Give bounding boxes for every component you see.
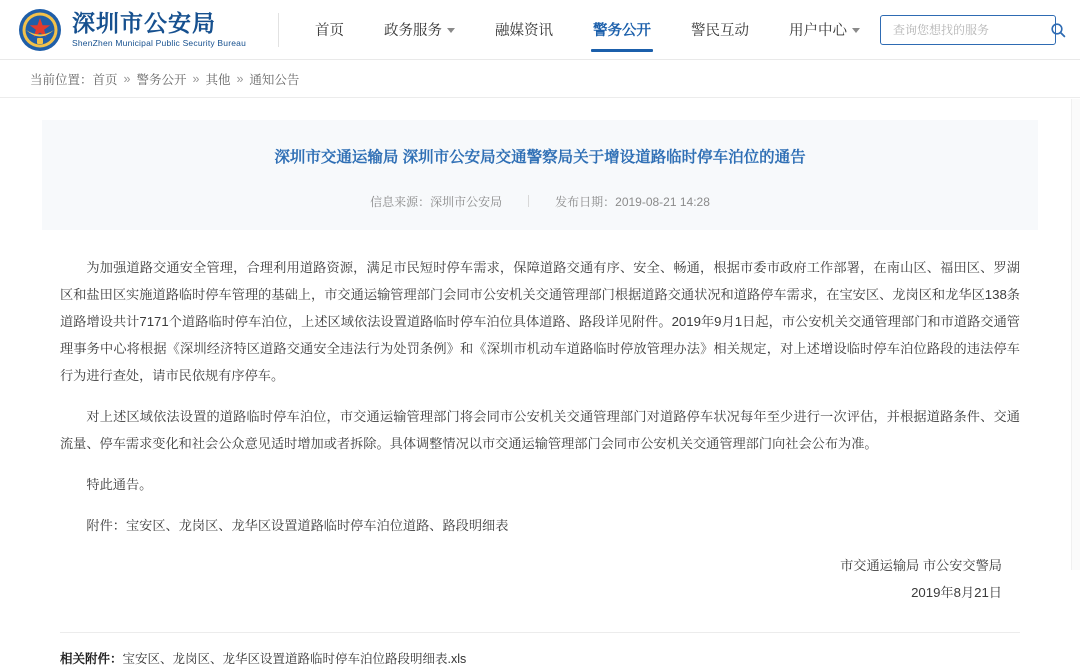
- nav-label: 警务公开: [593, 23, 651, 39]
- page-title: 深圳市交通运输局 深圳市公安局交通警察局关于增设道路临时停车泊位的通告: [274, 149, 806, 166]
- article-date-label: 发布日期：: [555, 194, 616, 209]
- header-divider: [278, 13, 279, 47]
- search-icon[interactable]: [1050, 22, 1066, 38]
- attachment-file-link[interactable]: 宝安区、龙岗区、龙华区设置道路临时停车泊位路段明细表.xls: [122, 652, 467, 667]
- related-attachments: [60, 632, 1020, 667]
- article-source-value: 深圳市公安局: [430, 194, 503, 209]
- article-date-value: 2019-08-21 14:28: [615, 194, 710, 209]
- article-paragraph: 对上述区域依法设置的道路临时停车泊位，市交通运输管理部门将会同市公安机关交通管理部门对道路停车状况每年至少进行一次评估，并根据道路条件、交通流量、停车需求变化和社会公众意见适时增加或者拆除。具体调整情况以市交通运输管理部门会同市公安机关交通管理部门向社会公布为准。: [60, 409, 1020, 452]
- breadcrumb-item-notice: 通知公告: [249, 72, 300, 87]
- nav-item-user-center[interactable]: [769, 0, 880, 60]
- article-body: [42, 230, 1038, 606]
- brand-name-cn: 深圳市公安局: [72, 9, 216, 36]
- brand-text: [72, 11, 246, 48]
- breadcrumb-item-other[interactable]: 其他: [205, 72, 231, 87]
- main-nav: [295, 0, 880, 60]
- article-source-label: 信息来源：: [370, 194, 431, 209]
- nav-item-police-disclosure[interactable]: [573, 0, 671, 60]
- nav-item-police-public-interaction[interactable]: [671, 0, 769, 60]
- article-attachment-note: 附件：宝安区、龙岗区、龙华区设置道路临时停车泊位道路、路段明细表: [86, 518, 509, 534]
- right-edge-strip: [1071, 99, 1080, 570]
- article-signature: [60, 553, 1020, 606]
- article-container: [0, 98, 1080, 667]
- article-header: [42, 120, 1038, 230]
- breadcrumb-prefix: 当前位置：: [30, 72, 93, 87]
- breadcrumb: [0, 60, 1080, 98]
- nav-label: 政务服务: [384, 23, 442, 39]
- article-date: [529, 193, 736, 210]
- related-attachments-label: 相关附件：: [60, 652, 123, 667]
- article-source: [344, 193, 528, 210]
- nav-label: 用户中心: [789, 23, 847, 39]
- signature-org: 市交通运输局 市公安交警局: [840, 558, 1002, 574]
- signature-date: 2019年8月21日: [911, 584, 1002, 600]
- nav-item-government-services[interactable]: [364, 0, 475, 60]
- nav-item-media-news[interactable]: [475, 0, 573, 60]
- chevron-down-icon: [447, 28, 455, 33]
- article-paragraph: 特此通告。: [86, 477, 153, 493]
- nav-label: 警民互动: [691, 23, 749, 39]
- chevron-down-icon: [852, 28, 860, 33]
- site-brand[interactable]: [18, 8, 278, 52]
- nav-label: 融媒资讯: [495, 23, 553, 39]
- breadcrumb-separator: »: [236, 71, 244, 86]
- search-input[interactable]: [891, 22, 1050, 38]
- breadcrumb-separator: »: [123, 71, 131, 86]
- article-paragraph: 为加强道路交通安全管理，合理利用道路资源，满足市民短时停车需求，保障道路交通有序、安全、畅通，根据市委市政府工作部署，在南山区、福田区、罗湖区和盐田区实施道路临时停车管理的基础上，市交通运输管理部门会同市公安机关交通管理部门根据道路交通状况和道路停车需求，在宝安区、龙岗区和龙华区138条道路增设共计7171个道路临时停车泊位，上述区域依法设置道路临时停车泊位具体道路、路段详见附件。2019年9月1日起，市公安机关交通管理部门和市道路交通管理事务中心将根据《深圳经济特区道路交通安全违法行为处罚条例》和《深圳市机动车道路临时停放管理办法》相关规定，对上述增设临时停车泊位路段的违法停车行为进行查处，请市民依规有序停车。: [60, 259, 1020, 384]
- nav-item-home[interactable]: [295, 0, 364, 60]
- police-emblem-icon: [18, 8, 62, 52]
- search-box[interactable]: [880, 15, 1056, 45]
- nav-label: 首页: [315, 23, 344, 39]
- site-header: [0, 0, 1080, 60]
- breadcrumb-separator: »: [192, 71, 200, 86]
- breadcrumb-item-police-disclosure[interactable]: 警务公开: [136, 72, 187, 87]
- brand-name-en: ShenZhen Municipal Public Security Bureau: [72, 38, 247, 49]
- breadcrumb-item-home[interactable]: 首页: [92, 72, 118, 87]
- article-meta: [72, 193, 1008, 210]
